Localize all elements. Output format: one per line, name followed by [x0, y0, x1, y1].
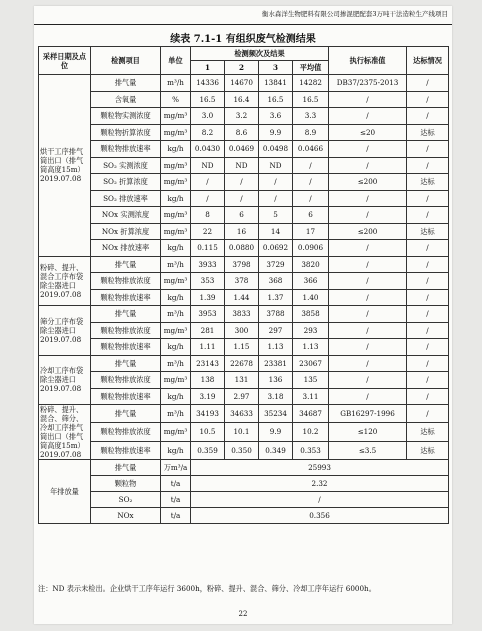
- row-compliance: 达标: [407, 174, 449, 191]
- row-value-3: 16.5: [259, 91, 293, 108]
- row-standard: /: [329, 339, 407, 356]
- row-value-2: 300: [225, 322, 259, 339]
- col-unit: 单位: [161, 47, 191, 75]
- row-compliance: /: [407, 240, 449, 257]
- row-average: 1.13: [293, 339, 329, 356]
- table-row: [39, 339, 449, 356]
- row-item: NOx 排放速率: [91, 240, 161, 257]
- row-value-1: 0.359: [191, 441, 225, 459]
- row-unit: m³/h: [161, 355, 191, 372]
- row-average: /: [293, 157, 329, 174]
- row-value-3: 35234: [259, 405, 293, 423]
- row-item: SO₂ 折算浓度: [91, 174, 161, 191]
- row-value-3: 368: [259, 273, 293, 290]
- row-value-1: 3933: [191, 256, 225, 273]
- row-average: 10.2: [293, 423, 329, 441]
- row-value-3: ND: [259, 157, 293, 174]
- row-standard: DB37/2375-2013: [329, 75, 407, 92]
- row-unit: m³/h: [161, 256, 191, 273]
- row-unit: kg/h: [161, 339, 191, 356]
- row-unit: m³/h: [161, 405, 191, 423]
- row-item: 颗粒物排放速率: [91, 141, 161, 158]
- table-row: [39, 91, 449, 108]
- row-value-2: /: [225, 174, 259, 191]
- annual-item: 排气量: [91, 460, 161, 476]
- row-value-1: 0.115: [191, 240, 225, 257]
- row-average: 34687: [293, 405, 329, 423]
- row-compliance: 达标: [407, 124, 449, 141]
- row-item: SO₂ 排放速率: [91, 190, 161, 207]
- row-standard: ≤200: [329, 174, 407, 191]
- row-unit: kg/h: [161, 190, 191, 207]
- row-value-2: 22678: [225, 355, 259, 372]
- row-standard: /: [329, 141, 407, 158]
- row-value-1: /: [191, 190, 225, 207]
- row-value-2: 1.44: [225, 289, 259, 306]
- row-value-2: 10.1: [225, 423, 259, 441]
- row-compliance: /: [407, 91, 449, 108]
- row-average: 135: [293, 372, 329, 389]
- row-item: 颗粒物实测浓度: [91, 108, 161, 125]
- row-compliance: /: [407, 306, 449, 323]
- row-item: 颗粒物排放浓度: [91, 273, 161, 290]
- row-value-1: 10.5: [191, 423, 225, 441]
- row-value-1: 34193: [191, 405, 225, 423]
- row-value-3: 0.0692: [259, 240, 293, 257]
- row-compliance: /: [407, 372, 449, 389]
- row-item: 颗粒物排放速率: [91, 388, 161, 405]
- row-value-2: 34633: [225, 405, 259, 423]
- results-table: [38, 46, 449, 524]
- row-location: 烘干工序排气筒出口（排气筒高度15m）2019.07.08: [39, 75, 91, 257]
- row-value-1: 14336: [191, 75, 225, 92]
- table-row: [39, 405, 449, 423]
- row-value-3: 23381: [259, 355, 293, 372]
- row-standard: /: [329, 388, 407, 405]
- row-standard: /: [329, 289, 407, 306]
- annual-unit: t/a: [161, 508, 191, 524]
- row-unit: mg/m³: [161, 423, 191, 441]
- document-page: [34, 6, 452, 624]
- row-item: 排气量: [91, 256, 161, 273]
- table-row: [39, 289, 449, 306]
- row-standard: ≤3.5: [329, 441, 407, 459]
- row-standard: /: [329, 306, 407, 323]
- annual-row: [39, 460, 449, 476]
- row-compliance: /: [407, 256, 449, 273]
- col-f3: 3: [259, 61, 293, 75]
- row-value-2: 2.97: [225, 388, 259, 405]
- row-value-1: /: [191, 174, 225, 191]
- table-row: [39, 124, 449, 141]
- row-value-2: 3798: [225, 256, 259, 273]
- row-compliance: /: [407, 339, 449, 356]
- row-standard: /: [329, 190, 407, 207]
- page-header: 衡水森洋生物肥料有限公司掺混肥配套3万吨干法造粒生产线项目: [34, 6, 452, 25]
- row-value-3: 136: [259, 372, 293, 389]
- row-value-1: 3.19: [191, 388, 225, 405]
- table-row: [39, 141, 449, 158]
- row-standard: /: [329, 108, 407, 125]
- row-standard: ≤200: [329, 223, 407, 240]
- col-item: 检测项目: [91, 47, 161, 75]
- row-value-1: 8: [191, 207, 225, 224]
- row-average: 8.9: [293, 124, 329, 141]
- table-row: [39, 240, 449, 257]
- row-standard: /: [329, 207, 407, 224]
- row-value-3: 3.6: [259, 108, 293, 125]
- row-standard: /: [329, 355, 407, 372]
- row-value-1: 353: [191, 273, 225, 290]
- row-value-3: /: [259, 174, 293, 191]
- row-item: SO₂ 实测浓度: [91, 157, 161, 174]
- row-standard: /: [329, 273, 407, 290]
- row-value-1: 0.0430: [191, 141, 225, 158]
- row-location: 冷却工序布袋除尘器进口 2019.07.08: [39, 355, 91, 405]
- row-value-3: 9.9: [259, 124, 293, 141]
- row-average: 3858: [293, 306, 329, 323]
- row-value-2: 3833: [225, 306, 259, 323]
- annual-row: [39, 492, 449, 508]
- row-item: 颗粒物折算浓度: [91, 124, 161, 141]
- row-unit: mg/m³: [161, 108, 191, 125]
- row-location: 粉碎、提升、混合工序布袋除尘器进口 2019.07.08: [39, 256, 91, 306]
- row-value-2: 1.15: [225, 339, 259, 356]
- row-unit: mg/m³: [161, 207, 191, 224]
- row-unit: mg/m³: [161, 372, 191, 389]
- row-unit: mg/m³: [161, 273, 191, 290]
- row-compliance: /: [407, 388, 449, 405]
- row-location: 粉碎、提升、混合、筛分、冷却工序排气筒出口（排气筒高度15m）2019.07.08: [39, 405, 91, 460]
- annual-unit: t/a: [161, 476, 191, 492]
- row-value-3: 9.9: [259, 423, 293, 441]
- row-unit: kg/h: [161, 388, 191, 405]
- row-value-2: 0.350: [225, 441, 259, 459]
- table-row: [39, 322, 449, 339]
- row-item: NOx 实测浓度: [91, 207, 161, 224]
- row-average: 293: [293, 322, 329, 339]
- row-unit: %: [161, 91, 191, 108]
- row-value-2: 16: [225, 223, 259, 240]
- annual-row: [39, 508, 449, 524]
- col-f2: 2: [225, 61, 259, 75]
- row-value-3: 3.18: [259, 388, 293, 405]
- row-unit: kg/h: [161, 441, 191, 459]
- table-row: [39, 157, 449, 174]
- row-item: 颗粒物排放浓度: [91, 322, 161, 339]
- row-value-3: 5: [259, 207, 293, 224]
- row-compliance: /: [407, 157, 449, 174]
- row-value-1: 3.0: [191, 108, 225, 125]
- row-value-2: 131: [225, 372, 259, 389]
- row-average: 0.0466: [293, 141, 329, 158]
- row-unit: kg/h: [161, 141, 191, 158]
- annual-item: NOx: [91, 508, 161, 524]
- row-unit: m³/h: [161, 306, 191, 323]
- annual-value: 0.356: [191, 508, 449, 524]
- row-item: 排气量: [91, 75, 161, 92]
- row-unit: mg/m³: [161, 174, 191, 191]
- table-row: [39, 273, 449, 290]
- row-value-2: 16.4: [225, 91, 259, 108]
- row-value-3: 3729: [259, 256, 293, 273]
- results-body: [39, 75, 449, 524]
- row-average: 17: [293, 223, 329, 240]
- col-f1: 1: [191, 61, 225, 75]
- row-item: 含氧量: [91, 91, 161, 108]
- col-avg: 平均值: [293, 61, 329, 75]
- row-value-1: 8.2: [191, 124, 225, 141]
- row-value-2: /: [225, 190, 259, 207]
- row-value-1: 1.11: [191, 339, 225, 356]
- row-average: 366: [293, 273, 329, 290]
- row-standard: ≤20: [329, 124, 407, 141]
- row-value-2: 14670: [225, 75, 259, 92]
- footnote: 注：ND 表示未检出。企业烘干工序年运行 3600h，粉碎、提升、混合、筛分、冷却工序年运行 6000h。: [38, 584, 376, 593]
- row-standard: /: [329, 322, 407, 339]
- row-value-3: 13841: [259, 75, 293, 92]
- table-row: [39, 174, 449, 191]
- row-item: 颗粒物排放速率: [91, 441, 161, 459]
- row-compliance: /: [407, 207, 449, 224]
- table-title: 续表 7.1-1 有组织废气检测结果: [170, 34, 316, 45]
- row-standard: /: [329, 91, 407, 108]
- row-compliance: /: [407, 289, 449, 306]
- row-value-1: 281: [191, 322, 225, 339]
- annual-value: /: [191, 492, 449, 508]
- row-value-1: 22: [191, 223, 225, 240]
- row-value-3: 1.37: [259, 289, 293, 306]
- row-compliance: /: [407, 273, 449, 290]
- row-average: /: [293, 174, 329, 191]
- table-row: [39, 223, 449, 240]
- table-row: [39, 355, 449, 372]
- row-compliance: /: [407, 108, 449, 125]
- row-value-1: 3953: [191, 306, 225, 323]
- row-standard: ≤120: [329, 423, 407, 441]
- row-average: 3.11: [293, 388, 329, 405]
- annual-value: 25993: [191, 460, 449, 476]
- col-compliance: 达标情况: [407, 47, 449, 75]
- row-compliance: /: [407, 75, 449, 92]
- row-item: 颗粒物排放浓度: [91, 423, 161, 441]
- annual-item: 颗粒物: [91, 476, 161, 492]
- table-row: [39, 388, 449, 405]
- row-standard: /: [329, 240, 407, 257]
- row-value-1: 1.39: [191, 289, 225, 306]
- row-value-1: 16.5: [191, 91, 225, 108]
- col-group: 检测频次及结果: [191, 47, 329, 61]
- annual-unit: t/a: [161, 492, 191, 508]
- row-standard: /: [329, 256, 407, 273]
- annual-row: [39, 476, 449, 492]
- page-number: 22: [238, 610, 248, 618]
- row-value-2: 6: [225, 207, 259, 224]
- row-value-1: 138: [191, 372, 225, 389]
- row-value-3: /: [259, 190, 293, 207]
- row-compliance: /: [407, 405, 449, 423]
- row-average: 3820: [293, 256, 329, 273]
- row-average: 3.3: [293, 108, 329, 125]
- row-average: 0.0906: [293, 240, 329, 257]
- row-standard: /: [329, 157, 407, 174]
- row-location: 筛分工序布袋除尘器进口 2019.07.08: [39, 306, 91, 356]
- row-unit: mg/m³: [161, 223, 191, 240]
- table-row: [39, 423, 449, 441]
- row-item: 排气量: [91, 405, 161, 423]
- row-average: 1.40: [293, 289, 329, 306]
- row-value-2: 0.0469: [225, 141, 259, 158]
- table-row: [39, 190, 449, 207]
- row-compliance: 达标: [407, 441, 449, 459]
- row-value-3: 1.13: [259, 339, 293, 356]
- row-unit: mg/m³: [161, 124, 191, 141]
- row-unit: kg/h: [161, 289, 191, 306]
- row-item: 颗粒物排放浓度: [91, 372, 161, 389]
- row-value-3: 0.349: [259, 441, 293, 459]
- row-compliance: /: [407, 322, 449, 339]
- table-row: [39, 207, 449, 224]
- table-row: [39, 108, 449, 125]
- row-value-1: 23143: [191, 355, 225, 372]
- row-compliance: 达标: [407, 223, 449, 240]
- row-value-2: 378: [225, 273, 259, 290]
- row-average: 16.5: [293, 91, 329, 108]
- row-item: 排气量: [91, 306, 161, 323]
- row-unit: kg/h: [161, 240, 191, 257]
- row-average: 14282: [293, 75, 329, 92]
- table-row: [39, 372, 449, 389]
- row-value-2: 3.2: [225, 108, 259, 125]
- row-value-1: ND: [191, 157, 225, 174]
- row-compliance: /: [407, 190, 449, 207]
- row-average: 6: [293, 207, 329, 224]
- row-item: 颗粒物排放速率: [91, 339, 161, 356]
- row-value-3: 14: [259, 223, 293, 240]
- row-value-2: 8.6: [225, 124, 259, 141]
- row-compliance: /: [407, 355, 449, 372]
- annual-label: 年排放量: [39, 460, 91, 524]
- row-compliance: 达标: [407, 423, 449, 441]
- row-item: NOx 折算浓度: [91, 223, 161, 240]
- row-average: /: [293, 190, 329, 207]
- row-compliance: /: [407, 141, 449, 158]
- col-location: 采样日期及点位: [39, 47, 91, 75]
- row-standard: /: [329, 372, 407, 389]
- col-standard: 执行标准值: [329, 47, 407, 75]
- row-unit: mg/m³: [161, 322, 191, 339]
- row-value-3: 297: [259, 322, 293, 339]
- annual-value: 2.32: [191, 476, 449, 492]
- table-row: [39, 256, 449, 273]
- table-row: [39, 441, 449, 459]
- table-row: [39, 75, 449, 92]
- row-value-2: ND: [225, 157, 259, 174]
- row-average: 23067: [293, 355, 329, 372]
- row-item: 排气量: [91, 355, 161, 372]
- table-row: [39, 306, 449, 323]
- annual-unit: 万m³/a: [161, 460, 191, 476]
- row-value-2: 0.0880: [225, 240, 259, 257]
- row-unit: mg/m³: [161, 157, 191, 174]
- annual-item: SO₂: [91, 492, 161, 508]
- row-average: 0.353: [293, 441, 329, 459]
- row-value-3: 0.0498: [259, 141, 293, 158]
- row-unit: m³/h: [161, 75, 191, 92]
- row-item: 颗粒物排放速率: [91, 289, 161, 306]
- row-value-3: 3788: [259, 306, 293, 323]
- row-standard: GB16297-1996: [329, 405, 407, 423]
